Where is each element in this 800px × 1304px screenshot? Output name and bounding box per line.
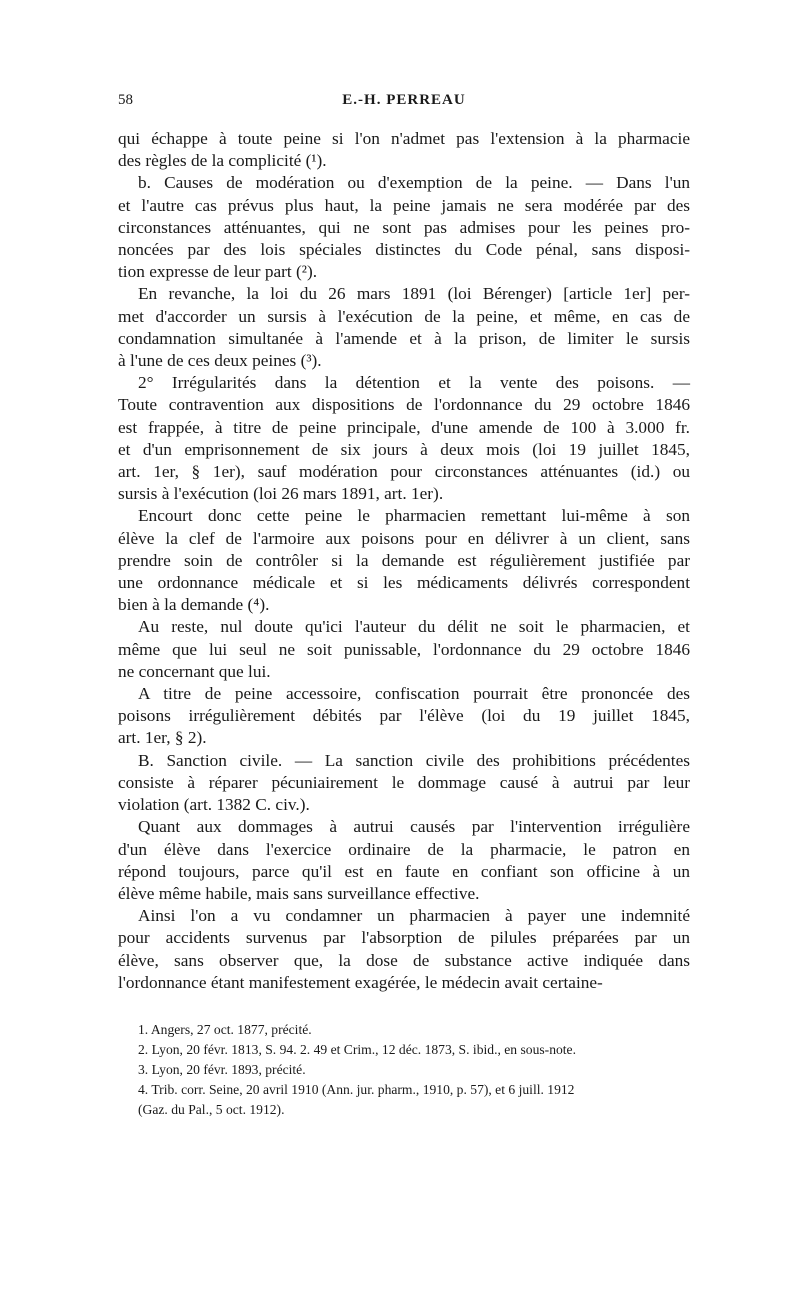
footnote [118, 1040, 690, 1060]
text-line: élève même habile, mais sans surveillance effective. [118, 883, 480, 903]
text-line: qui échappe à toute peine si l'on n'admet pas l'extension à la pharmacie [118, 129, 690, 148]
text-line: d'un élève dans l'exercice ordinaire de la pharmacie, le patron en [118, 839, 690, 859]
footnote [118, 1020, 690, 1040]
text-line: ne concernant que lui. [118, 661, 271, 681]
text-line: violation (art. 1382 C. civ.). [118, 795, 310, 815]
paragraph [118, 128, 690, 172]
text-line: des règles de la complicité (¹). [118, 151, 327, 171]
running-head: E.-H. PERREAU [342, 92, 466, 108]
text-line: bien à la demande (⁴). [118, 595, 270, 615]
text-line: l'ordonnance étant manifestement exagérée, le médecin avait certaine- [118, 972, 603, 992]
text-line: sursis à l'exécution (loi 26 mars 1891, art. 1er). [118, 484, 444, 504]
paragraph [118, 283, 690, 372]
text-line: Ainsi l'on a vu condamner un pharmacien à payer une indemnité [138, 906, 690, 926]
text-line: pour accidents survenus par l'absorption de pilules préparées par un [118, 928, 690, 948]
text-line: art. 1er, § 1er), sauf modération pour circonstances atténuantes (id.) ou [118, 462, 690, 482]
text-line: poisons irrégulièrement débités par l'élève (loi du 19 juillet 1845, [118, 706, 690, 726]
text-line: et l'autre cas prévus plus haut, la peine jamais ne sera modérée par des [118, 195, 690, 215]
body-text [118, 128, 690, 994]
footnote-line: 4. Trib. corr. Seine, 20 avril 1910 (Ann. jur. pharm., 1910, p. 57), et 6 juill. 1912 [138, 1082, 575, 1097]
text-line: circonstances atténuantes, qui ne sont pas admises pour les peines pro- [118, 217, 690, 237]
text-line: prendre soin de contrôler si la demande est régulièrement justifiée par [118, 550, 690, 570]
paragraph [118, 905, 690, 994]
footnote [118, 1080, 690, 1120]
text-line: b. Causes de modération ou d'exemption de la peine. — Dans l'un [138, 173, 690, 193]
text-line: consiste à réparer pécuniairement le dommage causé à autrui par leur [118, 772, 690, 792]
paragraph [118, 505, 690, 616]
text-line: à l'une de ces deux peines (³). [118, 351, 322, 371]
text-line: Encourt donc cette peine le pharmacien remettant lui-même à son [138, 506, 690, 526]
text-line: et d'un emprisonnement de six jours à deux mois (loi 19 juillet 1845, [118, 439, 690, 459]
footnotes [118, 1020, 690, 1120]
text-line: une ordonnance médicale et si les médicaments délivrés correspondent [118, 573, 690, 593]
page-header [118, 92, 690, 116]
text-line: art. 1er, § 2). [118, 728, 207, 748]
footnote-line: 1. Angers, 27 oct. 1877, précité. [138, 1022, 312, 1037]
text-line: élève, sans observer que, la dose de substance active indiquée dans [118, 950, 690, 970]
text-line: noncées par des lois spéciales distinctes du Code pénal, sans disposi- [118, 240, 690, 260]
footnote-line: (Gaz. du Pal., 5 oct. 1912). [138, 1102, 285, 1117]
paragraph [118, 816, 690, 905]
text-line: condamnation simultanée à l'amende et à la prison, de limiter le sursis [118, 328, 690, 348]
text-line: Toute contravention aux dispositions de l'ordonnance du 29 octobre 1846 [118, 395, 690, 415]
text-line: met d'accorder un sursis à l'exécution de la peine, et même, en cas de [118, 306, 690, 326]
text-line: A titre de peine accessoire, confiscation pourrait être prononcée des [138, 684, 690, 704]
footnote-line: 2. Lyon, 20 févr. 1813, S. 94. 2. 49 et Crim., 12 déc. 1873, S. ibid., en sous-note. [138, 1042, 576, 1057]
text-line: tion expresse de leur part (²). [118, 262, 318, 282]
text-line: En revanche, la loi du 26 mars 1891 (loi Bérenger) [article 1er] per- [138, 284, 690, 304]
text-line: est frappée, à titre de peine principale, d'une amende de 100 à 3.000 fr. [118, 417, 690, 437]
paragraph [118, 750, 690, 817]
text-line: même que lui seul ne soit punissable, l'ordonnance du 29 octobre 1846 [118, 639, 690, 659]
text-line: Au reste, nul doute qu'ici l'auteur du délit ne soit le pharmacien, et [138, 617, 690, 637]
paragraph [118, 616, 690, 683]
text-line: répond toujours, parce qu'il est en faute en confiant son officine à un [118, 861, 690, 881]
paragraph [118, 372, 690, 505]
page-number: 58 [118, 92, 133, 108]
text-line: 2° Irrégularités dans la détention et la vente des poisons. — [138, 373, 690, 393]
text-line: B. Sanction civile. — La sanction civile des prohibitions précédentes [138, 750, 690, 770]
footnote [118, 1060, 690, 1080]
paragraph [118, 172, 690, 283]
text-line: Quant aux dommages à autrui causés par l'intervention irrégulière [138, 817, 690, 837]
footnote-line: 3. Lyon, 20 févr. 1893, précité. [138, 1062, 306, 1077]
text-line: élève la clef de l'armoire aux poisons pour en délivrer à un client, sans [118, 528, 690, 548]
paragraph [118, 683, 690, 750]
